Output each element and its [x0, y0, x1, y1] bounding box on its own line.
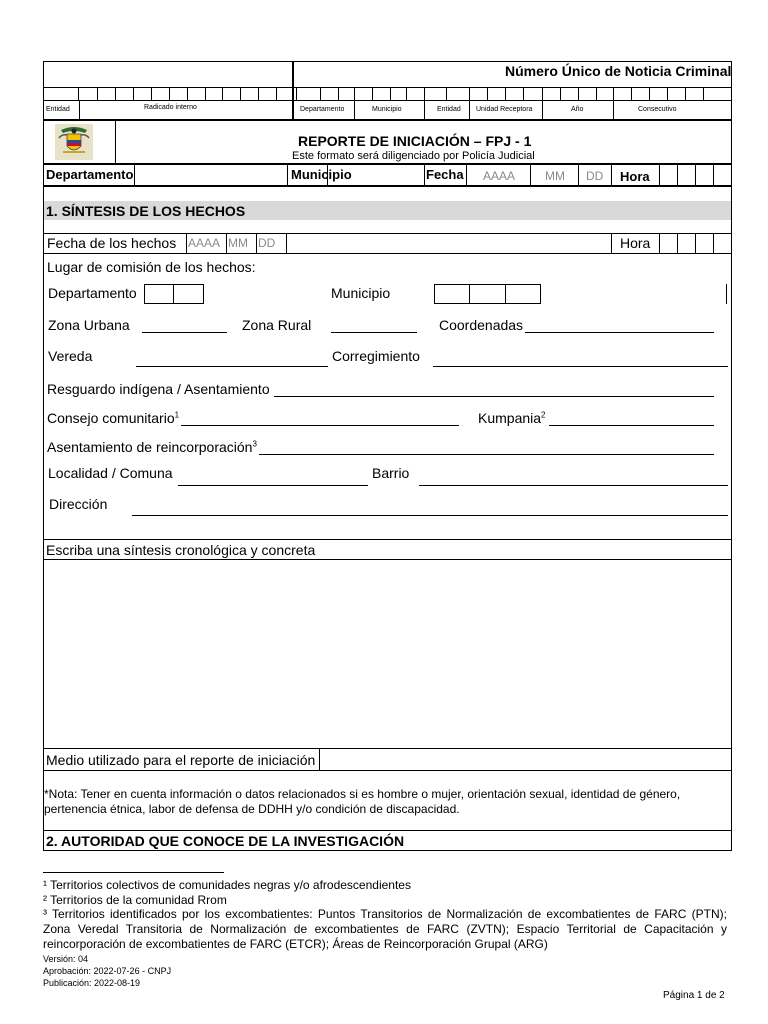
zona-rural-label: Zona Rural: [242, 317, 312, 333]
direccion-field[interactable]: [132, 515, 728, 516]
barrio-field[interactable]: [419, 485, 728, 486]
code-digit-divider: [296, 87, 297, 101]
code-digit-divider: [115, 87, 116, 101]
code-digit-divider: [523, 87, 524, 101]
code-digit-divider: [276, 87, 277, 101]
zona-rural-field[interactable]: [331, 332, 417, 333]
code-digit-divider: [578, 87, 579, 101]
meta-aaaa[interactable]: AAAA: [483, 169, 516, 183]
code-digit-divider: [649, 87, 650, 101]
code-label-anio: Año: [571, 106, 584, 113]
footnote-separator: [43, 872, 224, 873]
code-digit-divider: [293, 87, 294, 101]
medio-field[interactable]: [320, 749, 731, 769]
code-digit-row: [43, 87, 732, 101]
fecha-hechos-label: Fecha de los hechos: [47, 235, 177, 251]
code-digit-divider: [97, 87, 98, 101]
medio-label: Medio utilizado para el reporte de iniciación: [46, 752, 316, 768]
code-digit-divider: [469, 87, 470, 101]
barrio-label: Barrio: [372, 465, 410, 481]
resguardo-label: Resguardo indígena / Asentamiento: [47, 381, 270, 397]
sintesis-textarea[interactable]: [44, 560, 731, 748]
meta-municipio-label: Municipio: [291, 167, 352, 182]
lugar-departamento-box-1[interactable]: [144, 284, 174, 304]
zona-urbana-label: Zona Urbana: [48, 317, 130, 333]
code-digit-divider: [169, 87, 170, 101]
version-text: Versión: 04: [43, 954, 89, 964]
code-digit-divider: [205, 87, 206, 101]
zona-urbana-field[interactable]: [142, 332, 227, 333]
code-label-radicado: Radicado interno: [144, 104, 197, 111]
localidad-label: Localidad / Comuna: [48, 465, 173, 481]
code-digit-divider: [78, 87, 79, 101]
code-digit-divider: [613, 87, 614, 101]
resguardo-field[interactable]: [274, 396, 714, 397]
fecha-hechos-dd[interactable]: DD: [258, 236, 276, 250]
form-title: REPORTE DE INICIACIÓN – FPJ - 1: [298, 133, 532, 149]
code-digit-divider: [685, 87, 686, 101]
code-digit-divider: [542, 87, 543, 101]
vereda-label: Vereda: [48, 348, 93, 364]
nota-text: *Nota: Tener en cuenta información o datos relacionados si es hombre o mujer, orientación sexual, identidad de género, pertenencia étnica, labor de defensa de DDHH y/o condición de discapacidad.: [44, 787, 681, 816]
code-digit-divider: [406, 87, 407, 101]
coordenadas-field[interactable]: [525, 332, 714, 333]
meta-hora-label: Hora: [620, 169, 650, 184]
localidad-field[interactable]: [178, 485, 368, 486]
code-digit-divider: [133, 87, 134, 101]
page-number: Página 1 de 2: [663, 990, 725, 1001]
code-digit-divider: [505, 87, 506, 101]
code-digit-divider: [390, 87, 391, 101]
code-digit-divider: [320, 87, 321, 101]
lugar-departamento-label: Departamento: [48, 285, 137, 301]
code-digit-divider: [187, 87, 188, 101]
colombia-coat-of-arms-icon: [55, 124, 93, 160]
direccion-label: Dirección: [49, 496, 108, 512]
meta-mm[interactable]: MM: [545, 169, 565, 183]
fecha-hechos-aaaa[interactable]: AAAA: [188, 236, 221, 250]
code-label-entidad-2: Entidad: [437, 106, 461, 113]
code-label-departamento: Departamento: [300, 106, 345, 113]
code-digit-divider: [703, 87, 704, 101]
sintesis-label: Escriba una síntesis cronológica y concreta: [46, 542, 316, 558]
meta-fecha-label: Fecha: [426, 167, 464, 182]
code-digit-divider: [667, 87, 668, 101]
lugar-departamento-box-2[interactable]: [173, 284, 204, 304]
meta-dd[interactable]: DD: [586, 169, 604, 183]
consejo-footnote-mark: 1: [174, 410, 180, 420]
code-digit-divider: [222, 87, 223, 101]
code-digit-divider: [258, 87, 259, 101]
fecha-hechos-hora-label: Hora: [620, 235, 651, 251]
code-label-municipio: Municipio: [372, 106, 402, 113]
vereda-field[interactable]: [136, 366, 328, 367]
code-label-consecutivo: Consecutivo: [638, 106, 677, 113]
asentamiento-field[interactable]: [259, 454, 714, 455]
corregimiento-field[interactable]: [433, 366, 728, 367]
footnote-1: ¹ Territorios colectivos de comunidades negras y/o afrodescendientes: [43, 878, 411, 892]
lugar-municipio-box-1[interactable]: [434, 284, 470, 304]
kumpania-field[interactable]: [549, 425, 714, 426]
section1-title: 1. SÍNTESIS DE LOS HECHOS: [46, 203, 246, 219]
coordenadas-label: Coordenadas: [439, 317, 524, 333]
lugar-label: Lugar de comisión de los hechos:: [47, 259, 256, 275]
code-digit-divider: [596, 87, 597, 101]
consejo-label: Consejo comunitario$^1$: [47, 410, 180, 426]
code-digit-divider: [631, 87, 632, 101]
publicacion-text: Publicación: 2022-08-19: [43, 978, 141, 988]
footnote-3: ³ Territorios identificados por los excombatientes: Puntos Transitorios de Normalización de excombatientes de FARC (PTN); Zona Veredal Transitoria de Normalización de excombatientes de FARC (ZVTN); Espacio Territorial de Capacitación y reincorporación de excombatientes de FARC (ETCR); Áreas de Reincorporación Grupal (ARG): [43, 907, 727, 951]
code-digit-divider: [424, 87, 425, 101]
code-digit-divider: [560, 87, 561, 101]
form-subtitle: Este formato será diligenciado por Policía Judicial: [292, 150, 535, 162]
nunc-title: Número Único de Noticia Criminal: [505, 63, 732, 79]
aprobacion-text: Aprobación: 2022-07-26 - CNPJ: [43, 966, 172, 976]
meta-municipio-field[interactable]: [328, 165, 424, 185]
corregimiento-label: Corregimiento: [332, 348, 420, 364]
lugar-municipio-box-3[interactable]: [505, 284, 541, 304]
asentamiento-footnote-mark: 3: [252, 439, 257, 449]
asentamiento-label: Asentamiento de reincorporación$^3$: [47, 439, 257, 455]
code-label-unidad: Unidad Receptora: [476, 106, 533, 113]
code-digit-divider: [354, 87, 355, 101]
kumpania-footnote-mark: 2: [541, 410, 546, 420]
fecha-hechos-mm[interactable]: MM: [228, 236, 248, 250]
code-digit-divider: [372, 87, 373, 101]
code-digit-divider: [151, 87, 152, 101]
footnote-2: ² Territorios de la comunidad Rrom: [43, 893, 227, 907]
code-label-entidad: Entidad: [46, 106, 70, 113]
code-digit-divider: [487, 87, 488, 101]
lugar-municipio-label: Municipio: [331, 285, 391, 301]
consejo-field[interactable]: [181, 425, 459, 426]
kumpania-label: Kumpania$^2$: [478, 410, 546, 426]
section2-title: 2. AUTORIDAD QUE CONOCE DE LA INVESTIGACIÓN: [46, 833, 405, 849]
lugar-municipio-box-2[interactable]: [469, 284, 506, 304]
code-digit-divider: [446, 87, 447, 101]
code-digit-divider: [338, 87, 339, 101]
code-digit-divider: [240, 87, 241, 101]
meta-departamento-label: Departamento: [46, 167, 134, 182]
